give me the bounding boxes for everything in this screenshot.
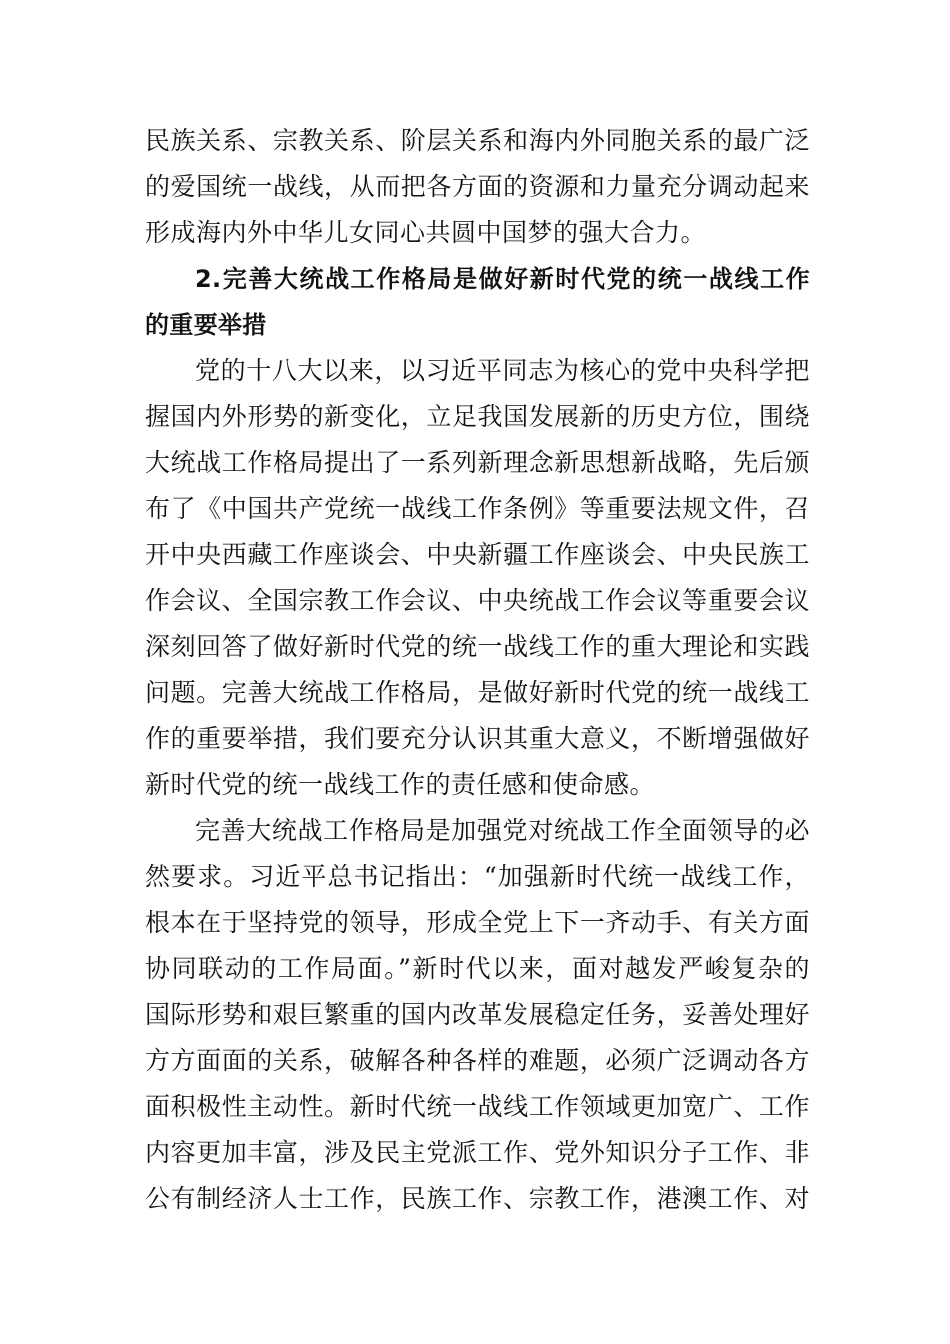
paragraph-line: 民族关系、宗教关系、阶层关系和海内外同胞关系的最广泛 bbox=[145, 126, 810, 155]
paragraph-line: 作的重要举措，我们要充分认识其重大意义，不断增强做好 bbox=[145, 724, 810, 753]
paragraph-line: 内容更加丰富，涉及民主党派工作、党外知识分子工作、非 bbox=[145, 1138, 810, 1167]
paragraph-line: 协同联动的工作局面。”新时代以来，面对越发严峻复杂的 bbox=[145, 954, 810, 983]
paragraph-line: 形成海内外中华儿女同心共圆中国梦的强大合力。 bbox=[145, 218, 707, 247]
paragraph-line: 作会议、全国宗教工作会议、中央统战工作会议等重要会议 bbox=[145, 586, 810, 615]
paragraph-line: 的爱国统一战线，从而把各方面的资源和力量充分调动起来 bbox=[145, 172, 810, 201]
paragraph-line: 问题。完善大统战工作格局，是做好新时代党的统一战线工 bbox=[145, 678, 810, 707]
paragraph-line: 新时代党的统一战线工作的责任感和使命感。 bbox=[145, 770, 656, 799]
paragraph-line: 党的十八大以来，以习近平同志为核心的党中央科学把 bbox=[195, 356, 810, 385]
paragraph-line: 大统战工作格局提出了一系列新理念新思想新战略，先后颁 bbox=[145, 448, 810, 477]
paragraph-line: 国际形势和艰巨繁重的国内改革发展稳定任务，妥善处理好 bbox=[145, 1000, 810, 1029]
section-heading: 的重要举措 bbox=[145, 311, 267, 339]
paragraph-line: 面积极性主动性。新时代统一战线工作领域更加宽广、工作 bbox=[145, 1092, 810, 1121]
paragraph-line: 根本在于坚持党的领导，形成全党上下一齐动手、有关方面 bbox=[145, 908, 810, 937]
paragraph-line: 布了《中国共产党统一战线工作条例》等重要法规文件，召 bbox=[145, 494, 810, 523]
paragraph-line: 深刻回答了做好新时代党的统一战线工作的重大理论和实践 bbox=[145, 632, 810, 661]
paragraph-line: 开中央西藏工作座谈会、中央新疆工作座谈会、中央民族工 bbox=[145, 540, 810, 569]
paragraph-line: 然要求。习近平总书记指出：“加强新时代统一战线工作， bbox=[145, 862, 810, 891]
section-heading: 2.完善大统战工作格局是做好新时代党的统一战线工作 bbox=[195, 265, 810, 293]
paragraph-line: 公有制经济人士工作，民族工作、宗教工作，港澳工作、对 bbox=[145, 1184, 810, 1213]
paragraph-line: 握国内外形势的新变化，立足我国发展新的历史方位，围绕 bbox=[145, 402, 810, 431]
paragraph-line: 方方面面的关系，破解各种各样的难题，必须广泛调动各方 bbox=[145, 1046, 810, 1075]
paragraph-line: 完善大统战工作格局是加强党对统战工作全面领导的必 bbox=[195, 816, 810, 845]
